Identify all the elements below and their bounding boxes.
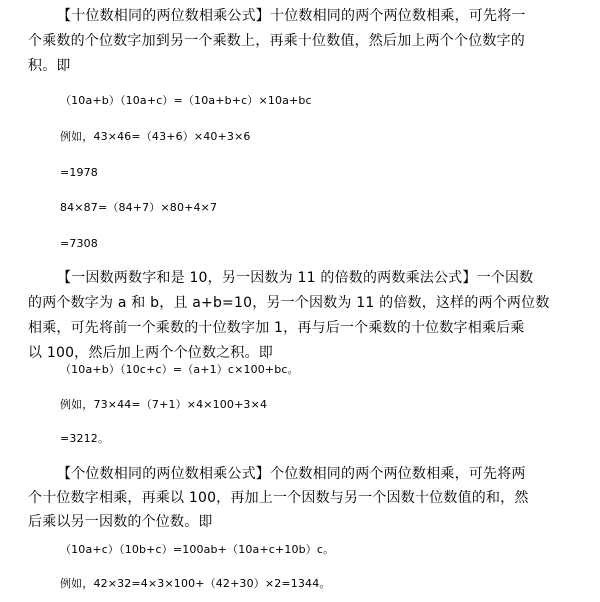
section-2-text-line-4: 以 100，然后加上两个个位数之积。即 xyxy=(28,345,273,361)
section-3-example-1: 例如，42×32=4×3×100+（42+30）×2=1344。 xyxy=(60,577,331,590)
section-1-example-result-1: =1978 xyxy=(60,166,98,179)
section-1-text-line-3: 积。即 xyxy=(28,58,71,74)
section-1-text-line-1: 十位数相同的两个两位数相乘，可先将一 xyxy=(270,8,526,24)
section-1-text-line-2: 个乘数的个位数字加到另一个乘数上，再乘十位数值，然后加上两个个位数字的 xyxy=(28,33,525,49)
section-2-example-1: 例如，73×44=（7+1）×4×100+3×4 xyxy=(60,398,268,411)
section-3-text-line-1: 个位数相同的两个两位数相乘，可先将两 xyxy=(270,466,526,482)
section-2-text-line-2: 的两个数字为 a 和 b，且 a+b=10，另一个因数为 11 的倍数，这样的两个两位数 xyxy=(28,295,550,311)
section-2-text-line-3: 相乘，可先将前一个乘数的十位数字加 1，再与后一个乘数的十位数字相乘后乘 xyxy=(28,320,525,336)
section-3-text-line-2: 个十位数字相乘，再乘以 100，再加上一个因数与另一个因数十位数值的和，然 xyxy=(28,490,529,506)
section-2-text-line-1: 一个因数 xyxy=(476,270,534,286)
section-1-formula: （10a+b）（10a+c）=（10a+b+c）×10a+bc xyxy=(60,94,312,107)
section-3-text-line-3: 后乘以另一因数的个位数。即 xyxy=(28,514,213,530)
section-1-example-1: 例如，43×46=（43+6）×40+3×6 xyxy=(60,130,251,143)
section-2-title: 【一因数两数字和是 10，另一因数为 11 的倍数的两数乘法公式】 xyxy=(57,270,477,286)
section-3-formula: （10a+c）（10b+c）=100ab+（10a+c+10b）c。 xyxy=(60,543,335,556)
section-2-heading-line xyxy=(57,270,533,287)
section-1-heading-line xyxy=(57,8,526,25)
section-3-heading-line xyxy=(57,466,526,483)
section-1-example-result-2: =7308 xyxy=(60,237,98,250)
section-3-title: 【个位数相同的两位数相乘公式】 xyxy=(57,466,270,482)
section-2-example-result-1: =3212。 xyxy=(60,432,110,445)
section-2-formula: （10a+b）（10c+c）=（a+1）c×100+bc。 xyxy=(60,363,299,376)
section-1-title: 【十位数相同的两位数相乘公式】 xyxy=(57,8,270,24)
section-1-example-2: 84×87=（84+7）×80+4×7 xyxy=(60,201,218,214)
